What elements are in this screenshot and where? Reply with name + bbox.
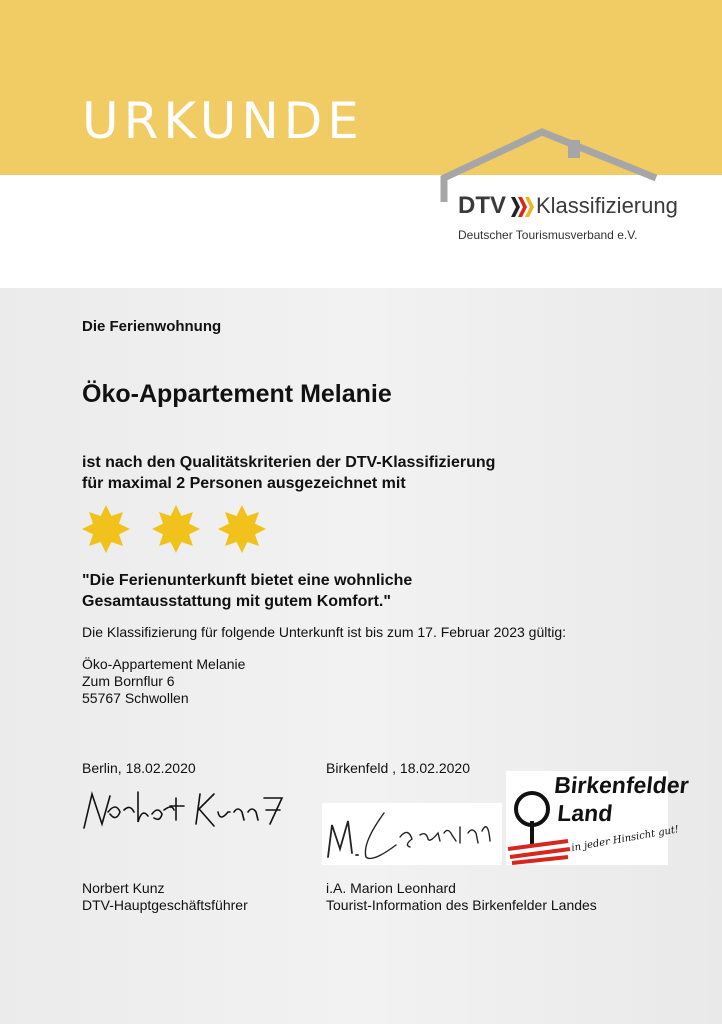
star-icon [218,505,266,553]
birkenfelder-land-logo-graphic [506,771,691,865]
signatory-name: Norbert Kunz [82,880,165,896]
quote-line: "Die Ferienunterkunft bietet eine wohnliche [82,572,413,589]
address-line: Zum Bornflur 6 [82,673,175,689]
criteria-line: für maximal 2 Personen ausgezeichnet mit [82,475,406,492]
comfort-quote [82,570,412,612]
star-rating-graphic [82,505,272,555]
signatory-name: i.A. Marion Leonhard [326,880,456,896]
signatory-role: Tourist-Information des Birkenfelder Landes [326,897,597,913]
left-place-date: Berlin, 18.02.2020 [82,760,196,776]
property-name: Öko-Appartement Melanie [82,380,392,408]
logo-tagline: in jeder Hinsicht gut! [570,824,680,854]
validity-text: Die Klassifizierung für folgende Unterkunft ist bis zum 17. Februar 2023 gültig: [82,624,567,640]
handwritten-signature-right [322,803,502,865]
star-rating [82,505,272,560]
signatory-role: DTV-Hauptgeschäftsführer [82,897,248,913]
accommodation-type: Die Ferienwohnung [82,318,222,335]
criteria-text [82,452,495,494]
dtv-logo-brand: DTV [458,192,506,219]
right-place-date: Birkenfeld , 18.02.2020 [326,760,470,776]
chevron-logo-icon [511,196,535,218]
page-title: URKUNDE [82,92,364,150]
logo-line1: Birkenfelder [553,772,691,798]
logo-line2: Land [556,800,614,826]
birkenfelder-land-logo [506,771,691,865]
left-signatory [82,880,248,914]
star-icon [152,505,200,553]
right-signatory [326,880,597,914]
address-line: Öko-Appartement Melanie [82,656,246,672]
signature-right-box [322,803,502,865]
dtv-logo-product: Klassifizierung [536,193,678,218]
quote-line: Gesamtausstattung mit gutem Komfort." [82,593,391,610]
criteria-line: ist nach den Qualitätskriterien der DTV-Klassifizierung [82,454,496,471]
dtv-logo-org: Deutscher Tourismusverband e.V. [458,228,638,242]
star-icon [82,505,130,553]
handwritten-signature-left [80,784,290,834]
property-address [82,656,245,707]
address-line: 55767 Schwollen [82,690,189,706]
